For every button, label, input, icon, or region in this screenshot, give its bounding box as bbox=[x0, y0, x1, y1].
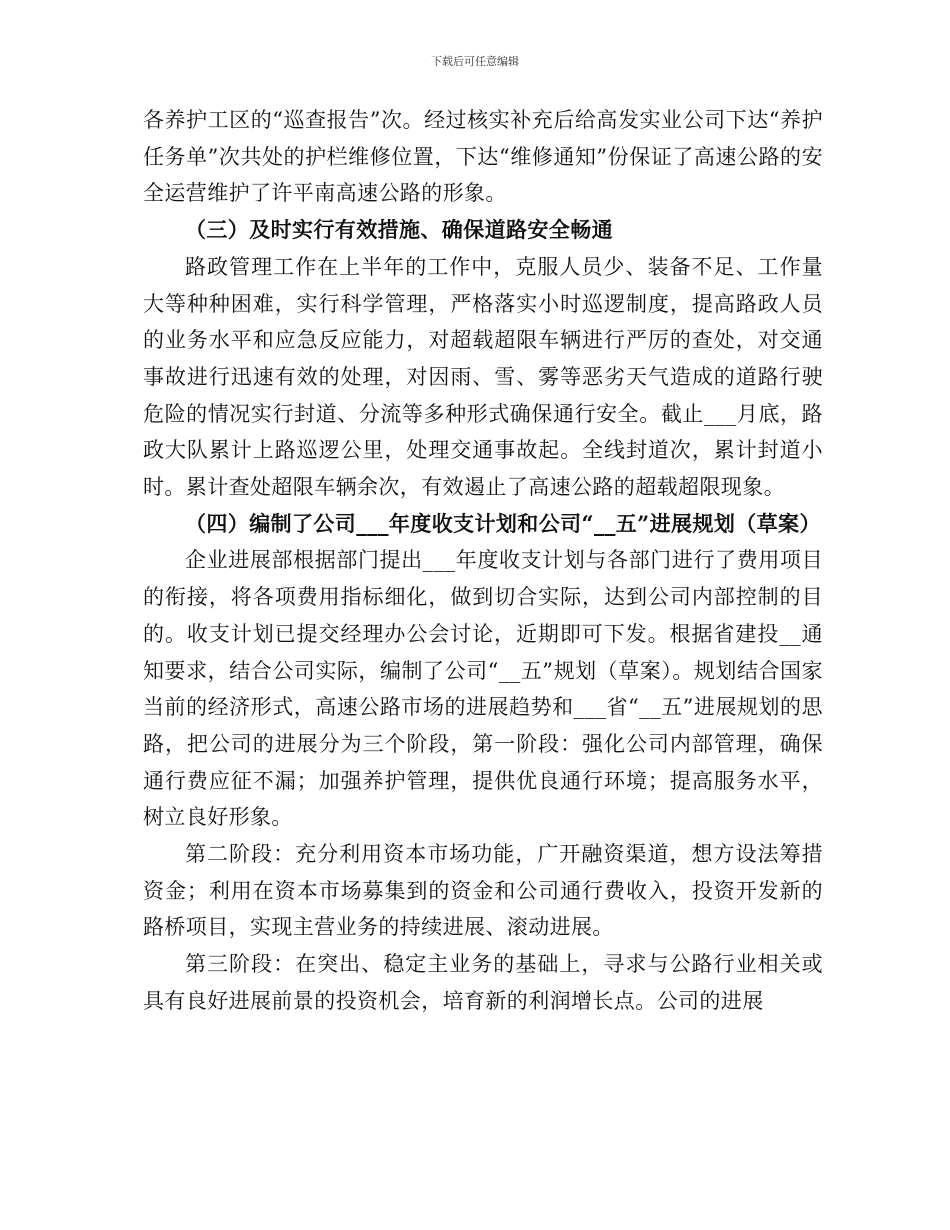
paragraph-phase-three: 第三阶段：在突出、稳定主业务的基础上，寻求与公路行业相关或具有良好进展前景的投资机会，培育新的利润增长点。公司的进展 bbox=[143, 952, 823, 1013]
section-heading-4: （四）编制了公司___年度收支计划和公司“__五”进展规划（草案） bbox=[185, 510, 821, 536]
section-heading-3: （三）及时实行有效措施、确保道路安全畅通 bbox=[185, 217, 613, 243]
page-header: 下载后可任意编辑 bbox=[431, 55, 519, 68]
paragraph-continuation: 各养护工区的“巡查报告”次。经过核实补充后给高发实业公司下达“养护任务单”次共处的护栏维修位置，下达“维修通知”份保证了高速公路的安全运营维护了许平南高速公路的形象。 bbox=[143, 108, 823, 206]
document-body bbox=[143, 102, 823, 1020]
paragraph-road-admin: 路政管理工作在上半年的工作中，克服人员少、装备不足、工作量大等种种困难，实行科学管理，严格落实小时巡逻制度，提高路政人员的业务水平和应急反应能力，对超载超限车辆进行严厉的查处，对交通事故进行迅速有效的处理，对因雨、雪、雾等恶劣天气造成的道路行驶危险的情况实行封道、分流等多种形式确保通行安全。截止___月底，路政大队累计上路巡逻公里，处理交通事故起。全线封道次，累计封道小时。累计查处超限车辆余次，有效遏止了高速公路的超载超限现象。 bbox=[143, 254, 823, 500]
paragraph-phase-two: 第二阶段：充分利用资本市场功能，广开融资渠道，想方设法筹措资金；利用在资本市场募集到的资金和公司通行费收入，投资开发新的路桥项目，实现主营业务的持续进展、滚动进展。 bbox=[143, 842, 823, 940]
paragraph-budget-plan: 企业进展部根据部门提出___年度收支计划与各部门进行了费用项目的衔接，将各项费用指标细化，做到切合实际，达到公司内部控制的目的。收支计划已提交经理办公会讨论，近期即可下发。根据省建投__通知要求，结合公司实际，编制了公司“__五”规划（草案）。规划结合国家当前的经济形式，高速公路市场的进展趋势和___省“__五”进展规划的思路，把公司的进展分为三个阶段，第一阶段：强化公司内部管理，确保通行费应征不漏；加强养护管理，提供优良通行环境；提高服务水平，树立良好形象。 bbox=[143, 548, 823, 830]
